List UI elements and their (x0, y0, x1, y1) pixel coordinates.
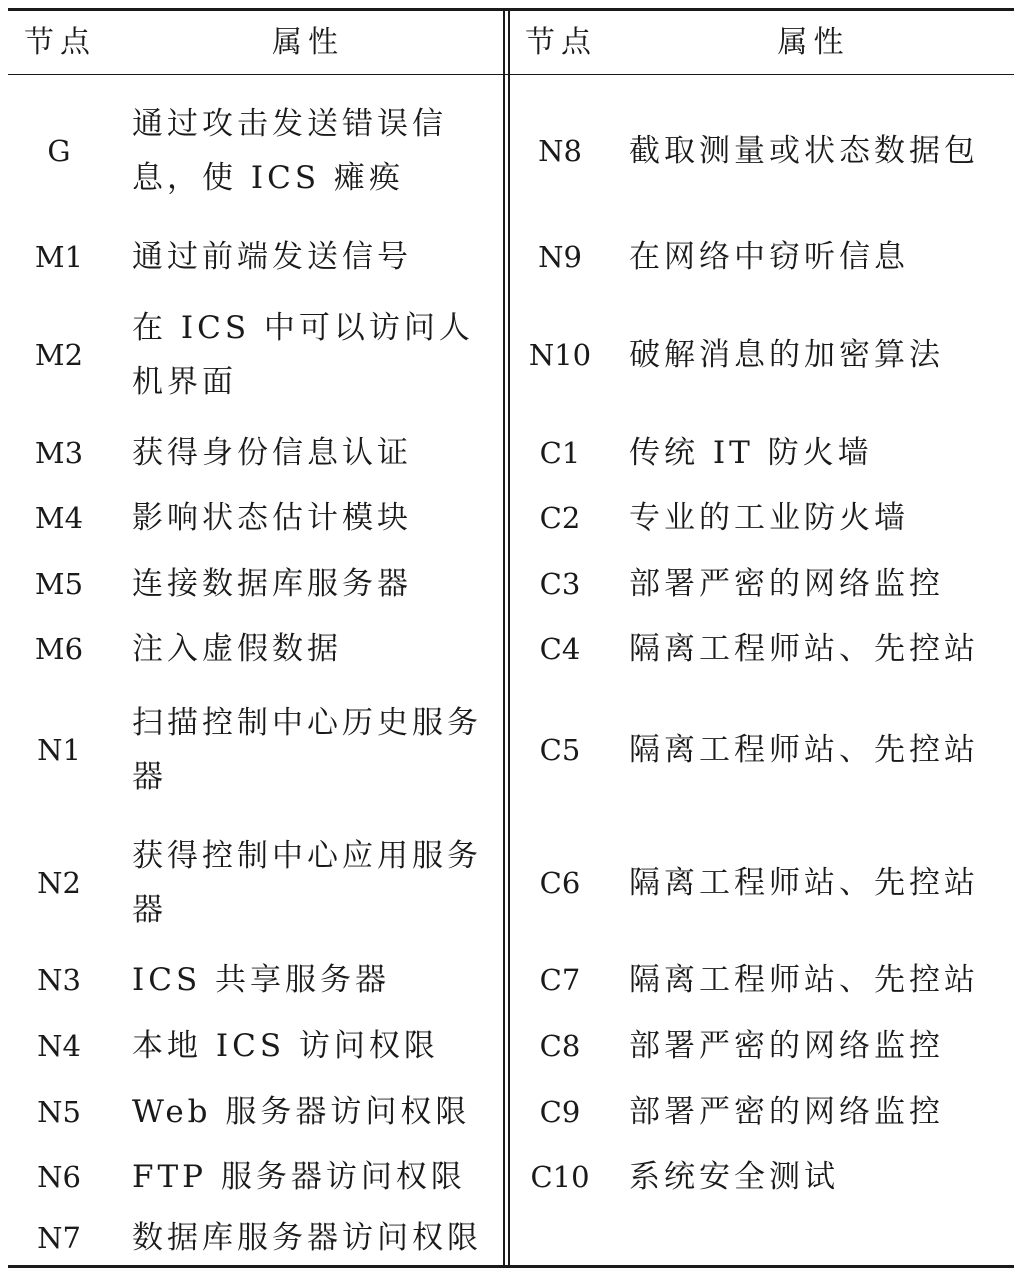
attribute-cell: 本地 ICS 访问权限 (132, 1028, 439, 1064)
table-row (509, 617, 1014, 681)
node-id-cell: N2 (37, 866, 81, 900)
node-id-cell: M2 (34, 338, 84, 372)
attribute-cell: 部署严密的网络监控 (629, 1028, 944, 1064)
table-row (8, 681, 504, 819)
attribute-cell: 影响状态估计模块 (132, 500, 412, 536)
attribute-cell: 注入虚假数据 (132, 631, 342, 667)
attribute-cell: 系统安全测试 (629, 1159, 839, 1195)
header-attribute: 属性 (777, 25, 850, 60)
table-row (509, 947, 1014, 1013)
node-id-cell: C9 (539, 1095, 581, 1129)
table-row (8, 947, 504, 1013)
table-row (509, 819, 1014, 947)
header-attribute: 属性 (272, 25, 344, 60)
node-id-cell: N1 (37, 733, 81, 767)
table-row (8, 485, 504, 551)
table-row (509, 77, 1014, 225)
table-left-half (8, 11, 504, 1265)
attribute-cell: 隔离工程师站、先控站 (629, 732, 979, 768)
node-id-cell: C1 (539, 436, 581, 470)
attack-tree-node-table (8, 8, 1014, 1268)
table-row (509, 421, 1014, 485)
attribute-cell: 传统 IT 防火墙 (629, 435, 873, 471)
node-id-cell: M4 (34, 501, 84, 535)
attribute-cell: 获得身份信息认证 (132, 435, 412, 471)
header-node: 节点 (525, 25, 597, 60)
table-right-half (509, 11, 1014, 1265)
node-id-cell: N3 (37, 963, 81, 997)
node-id-cell: M1 (34, 240, 84, 274)
attribute-cell: 截取测量或状态数据包 (629, 133, 979, 169)
node-id-cell: C3 (539, 567, 581, 601)
attribute-cell: 隔离工程师站、先控站 (629, 631, 979, 667)
table-row (8, 1079, 504, 1145)
attribute-cell: 专业的工业防火墙 (629, 500, 909, 536)
table-row (509, 551, 1014, 617)
node-id-cell: N7 (37, 1221, 81, 1255)
attribute-cell: Web 服务器访问权限 (132, 1094, 471, 1130)
table-row (509, 289, 1014, 421)
table-row (509, 1079, 1014, 1145)
table-row (509, 681, 1014, 819)
table-row (8, 1013, 504, 1079)
node-id-cell: C2 (539, 501, 581, 535)
attribute-cell: 通过前端发送信号 (132, 239, 412, 275)
attribute-cell: 隔离工程师站、先控站 (629, 962, 979, 998)
table-row (8, 77, 504, 225)
attribute-cell: 连接数据库服务器 (132, 566, 412, 602)
table-row (8, 819, 504, 947)
header-node: 节点 (24, 25, 96, 60)
table-row (8, 421, 504, 485)
node-id-cell: C8 (539, 1029, 581, 1063)
node-id-cell: M6 (34, 632, 84, 666)
table-row (8, 551, 504, 617)
attribute-cell: 获得控制中心应用服务器 (132, 838, 482, 928)
node-id-cell: N8 (538, 134, 582, 168)
attribute-cell: 隔离工程师站、先控站 (629, 865, 979, 901)
table-row (8, 1209, 504, 1267)
table-row (8, 289, 504, 421)
attribute-cell: 数据库服务器访问权限 (132, 1220, 482, 1256)
node-id-cell: M3 (34, 436, 84, 470)
node-id-cell: N4 (37, 1029, 81, 1063)
attribute-cell: ICS 共享服务器 (132, 962, 391, 998)
node-id-cell: C5 (539, 733, 581, 767)
attribute-cell: 通过攻击发送错误信息，使 ICS 瘫痪 (132, 106, 447, 196)
attribute-cell: 部署严密的网络监控 (629, 566, 944, 602)
attribute-cell: 在网络中窃听信息 (629, 239, 909, 275)
attribute-cell: 在 ICS 中可以访问人机界面 (132, 310, 474, 400)
table-row (509, 225, 1014, 289)
table-row (509, 1013, 1014, 1079)
attribute-cell: 部署严密的网络监控 (629, 1094, 944, 1130)
table-row (509, 485, 1014, 551)
table-row (8, 1145, 504, 1209)
table-row (509, 1145, 1014, 1209)
table-row (8, 225, 504, 289)
node-id-cell: C10 (530, 1160, 590, 1194)
node-id-cell: N9 (538, 240, 582, 274)
attribute-cell: FTP 服务器访问权限 (132, 1159, 466, 1195)
node-id-cell: C4 (539, 632, 581, 666)
node-id-cell: C6 (539, 866, 581, 900)
node-id-cell: C7 (539, 963, 581, 997)
node-id-cell: N6 (37, 1160, 81, 1194)
node-id-cell: M5 (34, 567, 84, 601)
node-id-cell: N5 (37, 1095, 81, 1129)
attribute-cell: 扫描控制中心历史服务器 (132, 705, 482, 795)
node-id-cell: G (47, 134, 71, 168)
attribute-cell: 破解消息的加密算法 (629, 337, 944, 373)
table-row (8, 617, 504, 681)
node-id-cell: N10 (528, 338, 592, 372)
